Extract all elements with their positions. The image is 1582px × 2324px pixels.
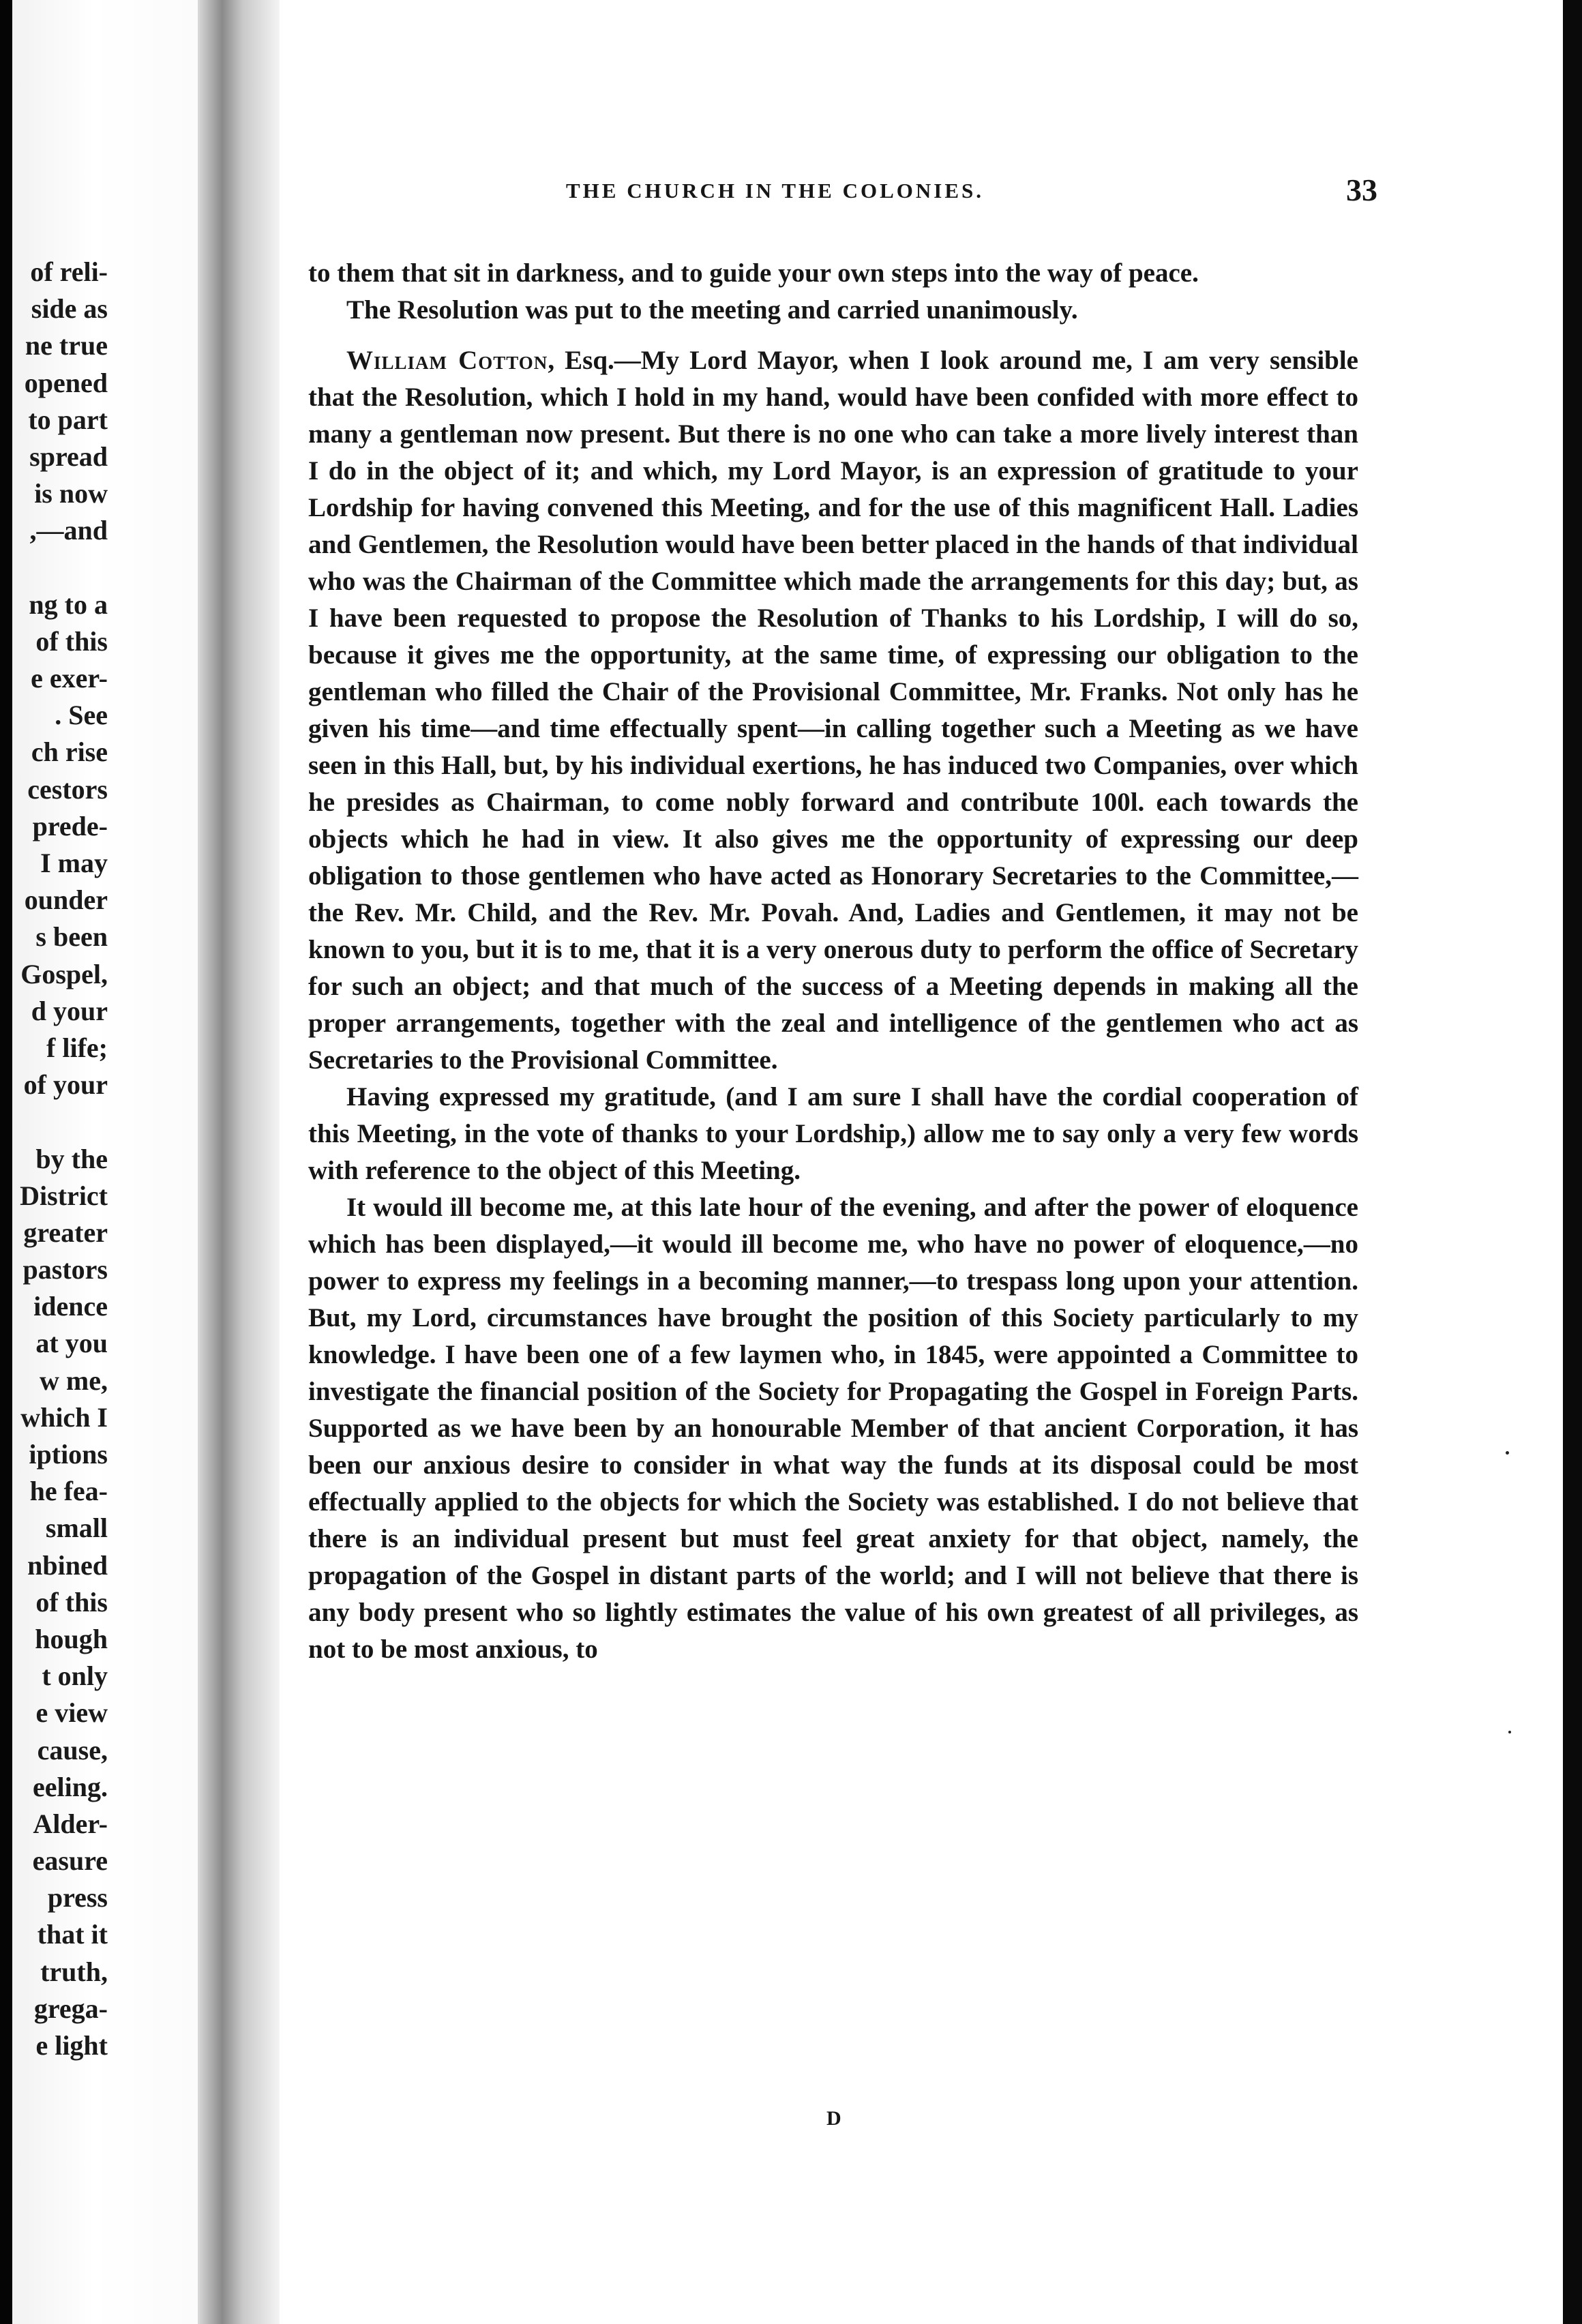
fragment-line: of this (35, 625, 108, 657)
fragment-line: cestors (27, 773, 108, 805)
scan-edge-left (0, 0, 12, 2324)
fragment-line: at you (35, 1328, 108, 1359)
fragment-line: press (47, 1882, 108, 1913)
speech-paragraph (308, 342, 1358, 1079)
scan-edge-right (1563, 0, 1582, 2324)
previous-page-text (12, 254, 108, 2064)
fragment-line: spread (29, 441, 108, 472)
fragment-line: greater (23, 1217, 108, 1248)
fragment-line: pastors (23, 1254, 108, 1285)
fragment-line: e view (35, 1697, 108, 1729)
fragment-line: opened (24, 367, 108, 398)
fragment-line: which I (20, 1401, 108, 1433)
page-gutter-shadow (198, 0, 280, 2324)
ink-speck (1506, 1451, 1509, 1455)
fragment-line: e exer- (31, 663, 108, 694)
fragment-line: of your (23, 1069, 108, 1101)
fragment-line: ng to a (29, 589, 108, 620)
fragment-gap (12, 1103, 108, 1140)
fragment-line: eeling. (33, 1771, 108, 1802)
signature-mark: D (826, 2107, 841, 2130)
fragment-gap (12, 550, 108, 586)
fragment-line: side as (31, 293, 108, 325)
fragment-line: of this (35, 1586, 108, 1618)
previous-page-fragment (12, 0, 217, 2324)
fragment-line: by the (35, 1143, 108, 1174)
fragment-line: . See (55, 700, 108, 731)
fragment-line: to part (28, 404, 108, 435)
fragment-line: easure (32, 1845, 108, 1877)
fragment-line: District (20, 1180, 108, 1211)
gratitude-paragraph: Having expressed my gratitude, (and I am sure I shall have the cordial cooperation of this Meeting, in the vote of thanks to your Lordship,) allow me to say only a very few words with reference to the object of this Meeting. (308, 1082, 1358, 1185)
running-head: THE CHURCH IN THE COLONIES. (566, 179, 985, 203)
fragment-line: truth, (40, 1956, 108, 1987)
resolution-paragraph: The Resolution was put to the meeting and carried unanimously. (346, 295, 1078, 325)
speaker-name: William Cotton (346, 346, 548, 375)
fragment-line: of reli- (30, 256, 108, 287)
fragment-line: w me, (40, 1365, 108, 1396)
fragment-line: that it (37, 1919, 108, 1950)
fragment-line: hough (35, 1623, 108, 1654)
ink-speck (1508, 1731, 1511, 1733)
fragment-line: prede- (32, 810, 108, 841)
fragment-line: ne true (25, 330, 108, 361)
fragment-line: I may (40, 848, 108, 878)
fragment-line: small (45, 1513, 108, 1544)
fragment-line: cause, (37, 1734, 108, 1766)
fragment-line: d your (31, 995, 108, 1026)
fragment-line: Alder- (33, 1808, 108, 1839)
fragment-line: is now (34, 478, 108, 509)
fragment-line: idence (33, 1291, 108, 1322)
fragment-line: grega- (33, 1993, 108, 2024)
speech-text: , Esq.—My Lord Mayor, when I look around me, I am very sensible that the Resolution, which I hold in my hand, would have been confided with more effect to many a gentleman now present. But there is no one who can take a more lively interest than I do in the object of it; and which, my Lord Mayor, is an expression of gratitude to your Lordship for having convened this Meeting, and for the use of this magnificent Hall. Ladies and Gentlemen, the Resolution would have been better placed in the hands of that individual who was the Chairman of the Committee which made the arrangements for this day; but, as I have been requested to propose the Resolution of Thanks to his Lordship, I will do so, because it gives me the opportunity, at the same time, of expressing our obligation to the gentleman who filled the Chair of the Provisional Committee, Mr. Franks. Not only has he given his time—and time effectually spent—in calling together such a Meeting as we have seen in this Hall, but, by his individual exertions, he has induced two Companies, over which he presides as Chairman, to come nobly forward and contribute 100l. each towards the objects which he had in view. It also gives me the opportunity of expressing our deep obligation to those gentlemen who have acted as Honorary Secretaries to the Committee,—the Rev. Mr. Child, and the Rev. Mr. Povah. And, Ladies and Gentlemen, it may not be known to you, but it is to me, that it is a very onerous duty to perform the office of Secretary for such an object; and that much of the success of a Meeting depends in making all the proper arrangements, together with the zeal and intelligence of the gentlemen who act as Secretaries to the Provisional Committee. (308, 346, 1358, 1075)
page-number: 33 (1346, 173, 1377, 207)
paragraph-continuation: to them that sit in darkness, and to guide your own steps into the way of peace. (308, 258, 1199, 288)
fragment-line: t only (42, 1660, 108, 1692)
closing-paragraph: It would ill become me, at this late hour of the evening, and after the power of eloquence which has been displayed,—it would ill become me, who have no power of eloquence,—no power to express my feelings in a becoming manner,—to trespass long upon your attention. But, my Lord, circumstances have brought the position of this Society particularly to my knowledge. I have been one of a few laymen who, in 1845, were appointed a Committee to investigate the financial position of the Society for Propagating the Gospel in Foreign Parts. Supported as we have been by an honourable Member of that ancient Corporation, it has been our anxious desire to consider in what way the funds at its disposal could be most effectually applied to the objects for which the Society was established. I do not believe that there is an individual present but must feel great anxiety for that object, namely, the propagation of the Gospel in distant parts of the world; and I will not believe that there is any body present who so lightly estimates the value of his own greatest of all privileges, as not to be most anxious, to (308, 1193, 1358, 1664)
body-text (308, 255, 1358, 1668)
fragment-line: e light (35, 2030, 108, 2061)
fragment-line: ounder (24, 884, 108, 916)
fragment-line: ,—and (29, 515, 108, 546)
fragment-line: he fea- (29, 1476, 108, 1507)
fragment-line: Gospel, (20, 958, 108, 989)
fragment-line: s been (35, 921, 108, 953)
fragment-line: ch rise (31, 736, 108, 768)
fragment-line: nbined (27, 1549, 108, 1581)
fragment-line: f life; (46, 1032, 108, 1063)
page-header (566, 172, 1377, 213)
fragment-line: iptions (29, 1439, 108, 1470)
